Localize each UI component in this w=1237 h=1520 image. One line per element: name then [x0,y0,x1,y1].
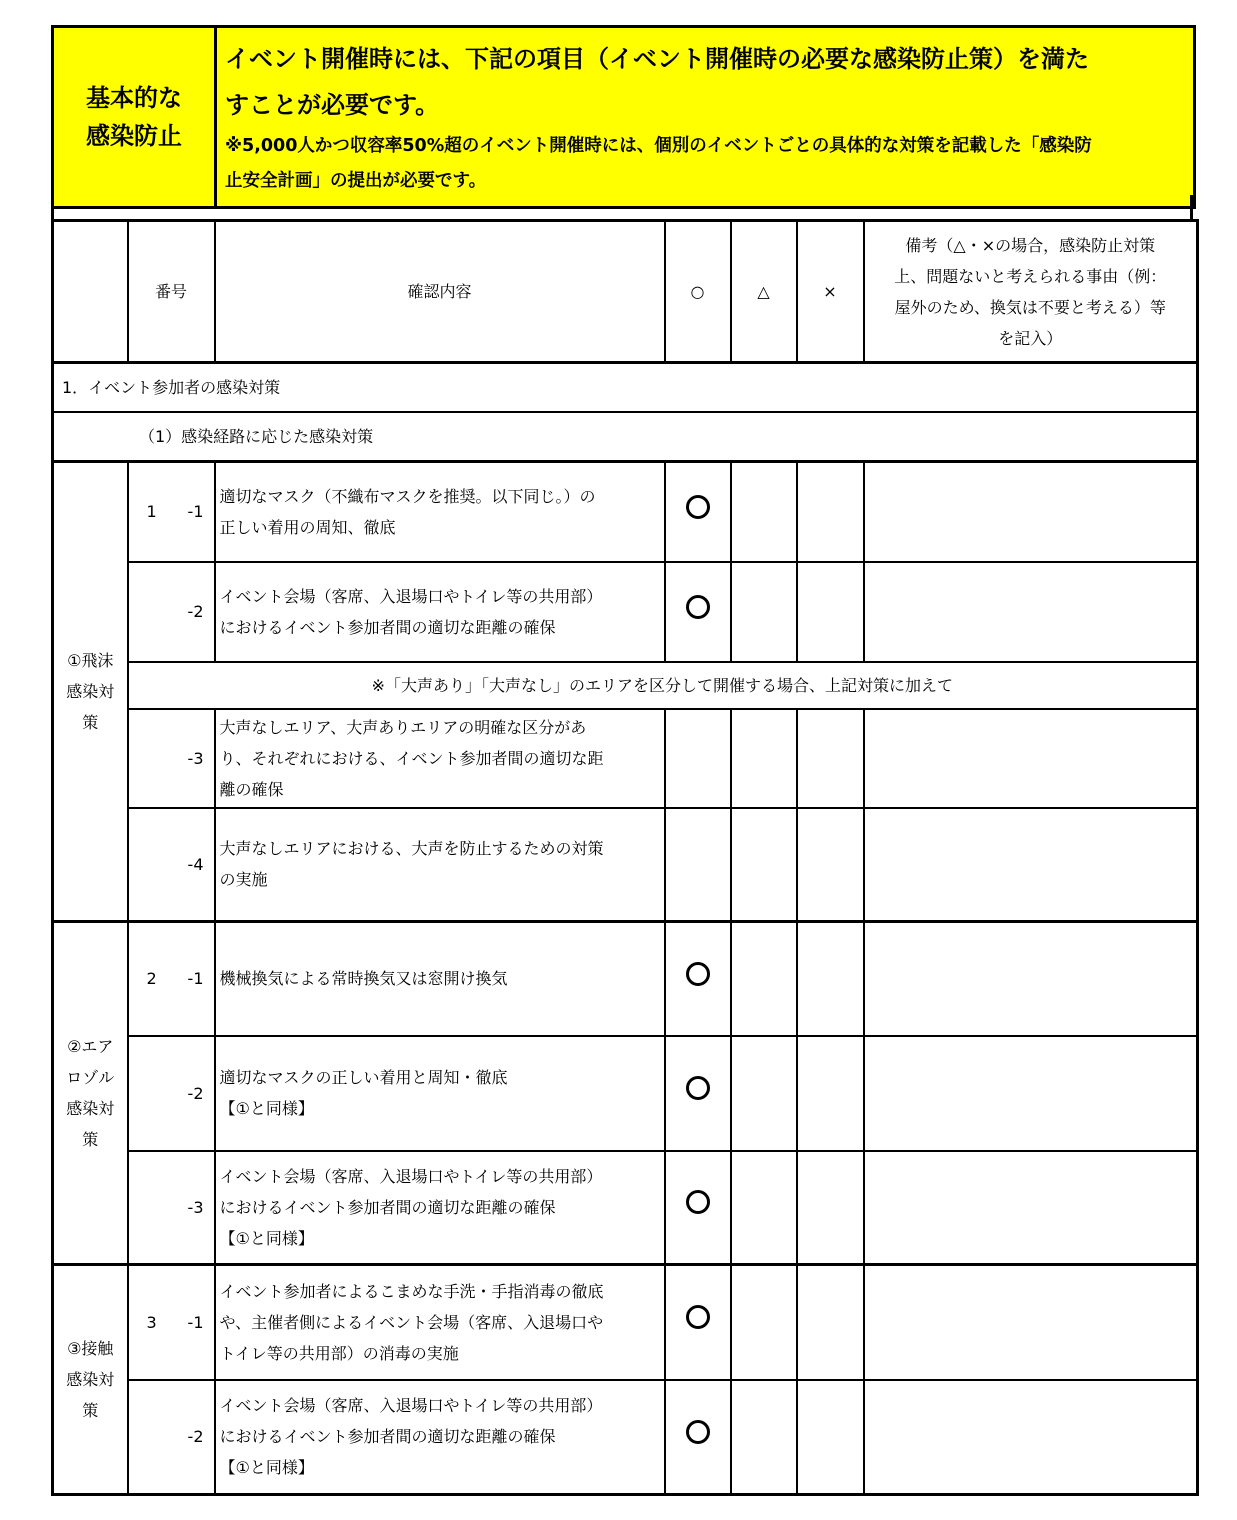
notice-text: ※「大声あり」「大声なし」のエリアを区分して開催する場合、上記対策に加えて [128,662,1198,709]
header-left-line2: 感染防止 [86,122,182,150]
section-row [53,363,1198,412]
item-content-line: 適切なマスクの正しい着用と周知・徹底 [219,1068,508,1087]
item-number-major: 2 [146,969,157,989]
category-aerosol [53,922,128,1265]
remarks-cell[interactable] [864,462,1198,562]
remarks-cell[interactable] [864,808,1198,922]
category-header-cell [53,221,128,363]
category-label: 感染対 [66,1370,115,1389]
circle-cell[interactable] [665,562,731,662]
triangle-cell[interactable] [731,922,797,1036]
item-number-minor: -2 [187,1083,204,1103]
circle-cell[interactable] [665,1380,731,1495]
item-content-line: イベント参加者によるこまめな手洗・手指消毒の徹底 [219,1281,604,1301]
item-number-minor: -1 [187,969,204,989]
category-label: 策 [82,1130,99,1149]
triangle-cell[interactable] [731,1151,797,1265]
circle-mark-icon [686,1305,710,1329]
table-row [53,1151,1198,1265]
item-number [128,1265,215,1380]
triangle-cell[interactable] [731,1380,797,1495]
category-label: 策 [82,713,99,732]
item-content-line: 【①と同様】 [219,1099,314,1118]
cross-header: × [797,221,864,363]
cross-cell[interactable] [797,1036,864,1151]
item-number-major: 1 [146,502,157,522]
header-left-label [53,27,216,208]
category-contact [53,1265,128,1495]
number-header: 番号 [128,221,215,363]
notice-row [53,662,1198,709]
header-title-line2: すことが必要です。 [225,91,440,119]
table-row [53,922,1198,1036]
item-content-line: イベント会場（客席、入退場口やトイレ等の共用部） [219,1396,603,1416]
table-row [53,709,1198,808]
circle-cell[interactable] [665,808,731,922]
category-label: 感染対 [66,682,115,701]
triangle-cell[interactable] [731,562,797,662]
item-number [128,1151,215,1265]
circle-cell[interactable] [665,462,731,562]
remarks-cell[interactable] [864,1151,1198,1265]
item-number [128,462,215,562]
circle-mark-icon [686,595,710,619]
remarks-header-line3: 屋外のため、換気は不要と考える）等 [894,297,1166,317]
item-number [128,709,215,808]
item-number [128,562,215,662]
circle-cell[interactable] [665,709,731,808]
header-title-line1: イベント開催時には、下記の項目（イベント開催時の必要な感染防止策）を満た [225,45,1089,73]
item-content [215,1380,665,1495]
column-header-row [53,221,1198,363]
header-main [216,27,1195,208]
item-content-line: におけるイベント参加者間の適切な距離の確保 [219,617,556,637]
item-number [128,922,215,1036]
circle-mark-icon [686,1190,710,1214]
circle-mark-icon [686,1420,710,1444]
item-content-line: 適切なマスク（不織布マスクを推奨。以下同じ。）の [219,486,596,506]
remarks-cell[interactable] [864,709,1198,808]
header-note-line1: ※5,000人かつ収容率50%超のイベント開催時には、個別のイベントごとの具体的な対策を記載した「感染防 [225,136,1092,156]
spacer [51,195,1193,219]
section-title: 1．イベント参加者の感染対策 [53,363,1198,412]
table-row [53,462,1198,562]
item-number [128,808,215,922]
table-row [53,1265,1198,1380]
item-content [215,922,665,1036]
item-number [128,1036,215,1151]
item-number-minor: -3 [187,748,204,768]
subsection-title: （1）感染経路に応じた感染対策 [53,412,1198,462]
category-label: 策 [82,1401,99,1420]
circle-mark-icon [686,1076,710,1100]
circle-mark-icon [686,495,710,519]
item-content-line: 大声なしエリアにおける、大声を防止するための対策 [219,839,604,859]
item-number-minor: -1 [187,1312,204,1332]
cross-cell[interactable] [797,709,864,808]
circle-header: ○ [665,221,731,363]
item-content-line: 大声なしエリア、大声ありエリアの明確な区分があ [219,717,587,737]
item-content-line: 正しい着用の周知、徹底 [219,517,396,537]
circle-cell[interactable] [665,1036,731,1151]
circle-cell[interactable] [665,1151,731,1265]
circle-mark-icon [686,962,710,986]
item-content-line: の実施 [219,870,268,890]
triangle-header: △ [731,221,797,363]
header-banner [51,25,1196,209]
triangle-cell[interactable] [731,462,797,562]
item-content [215,562,665,662]
cross-cell[interactable] [797,808,864,922]
item-content-line: 【①と同様】 [219,1458,314,1478]
remarks-header-line4: を記入） [998,328,1063,348]
triangle-cell[interactable] [731,1265,797,1380]
content-header: 確認内容 [215,221,665,363]
table-row [53,808,1198,922]
item-number-minor: -2 [187,1427,204,1447]
cross-cell[interactable] [797,1151,864,1265]
header-note-line2: 止安全計画」の提出が必要です。 [225,171,487,191]
cross-cell[interactable] [797,462,864,562]
cross-cell[interactable] [797,1265,864,1380]
item-content-line: 離の確保 [219,779,284,799]
table-row [53,1036,1198,1151]
item-content-line: におけるイベント参加者間の適切な距離の確保 [219,1197,556,1217]
remarks-cell[interactable] [864,1036,1198,1151]
item-number-minor: -2 [187,602,204,621]
category-label: ①飛沫 [67,651,114,670]
cross-cell[interactable] [797,922,864,1036]
item-number-minor: -3 [187,1197,204,1217]
item-number-major: 3 [146,1312,157,1332]
remarks-cell[interactable] [864,922,1198,1036]
triangle-cell[interactable] [731,1036,797,1151]
item-content-line: や、主催者側によるイベント会場（客席、入退場口や [219,1312,604,1332]
item-content-line: トイレ等の共用部）の消毒の実施 [219,1343,459,1363]
item-content [215,1036,665,1151]
triangle-cell[interactable] [731,808,797,922]
remarks-header [864,221,1198,363]
item-content-line: り、それぞれにおける、イベント参加者間の適切な距 [219,748,604,768]
category-droplet [53,462,128,922]
item-content [215,808,665,922]
category-label: ②エア [67,1037,114,1056]
circle-cell[interactable] [665,1265,731,1380]
circle-cell[interactable] [665,922,731,1036]
header-left-line1: 基本的な [86,84,182,112]
category-label: ③接触 [67,1339,114,1358]
checklist-table [51,219,1199,1496]
remarks-cell[interactable] [864,1265,1198,1380]
subsection-row [53,412,1198,462]
table-row [53,562,1198,662]
remarks-cell[interactable] [864,562,1198,662]
triangle-cell[interactable] [731,709,797,808]
item-content-line: におけるイベント参加者間の適切な距離の確保 [219,1427,556,1447]
category-label: ロゾル [66,1068,115,1087]
item-content [215,1151,665,1265]
item-content-line: イベント会場（客席、入退場口やトイレ等の共用部） [219,1166,603,1186]
item-number-minor: -4 [187,854,204,874]
item-content [215,709,665,808]
remarks-header-line1: 備考（△・×の場合，感染防止対策 [905,235,1156,255]
item-content [215,462,665,562]
item-content-line: 【①と同様】 [219,1228,314,1248]
item-content-line: 機械換気による常時換気又は窓開け換気 [219,969,508,989]
cross-cell[interactable] [797,562,864,662]
item-content-line: イベント会場（客席、入退場口やトイレ等の共用部） [219,586,603,606]
cross-cell[interactable] [797,1380,864,1495]
remarks-cell[interactable] [864,1380,1198,1495]
table-row [53,1380,1198,1495]
item-number [128,1380,215,1495]
item-content [215,1265,665,1380]
item-number-minor: -1 [187,502,204,522]
category-label: 感染対 [66,1099,115,1118]
remarks-header-line2: 上、問題ないと考えられる事由（例： [894,266,1167,286]
